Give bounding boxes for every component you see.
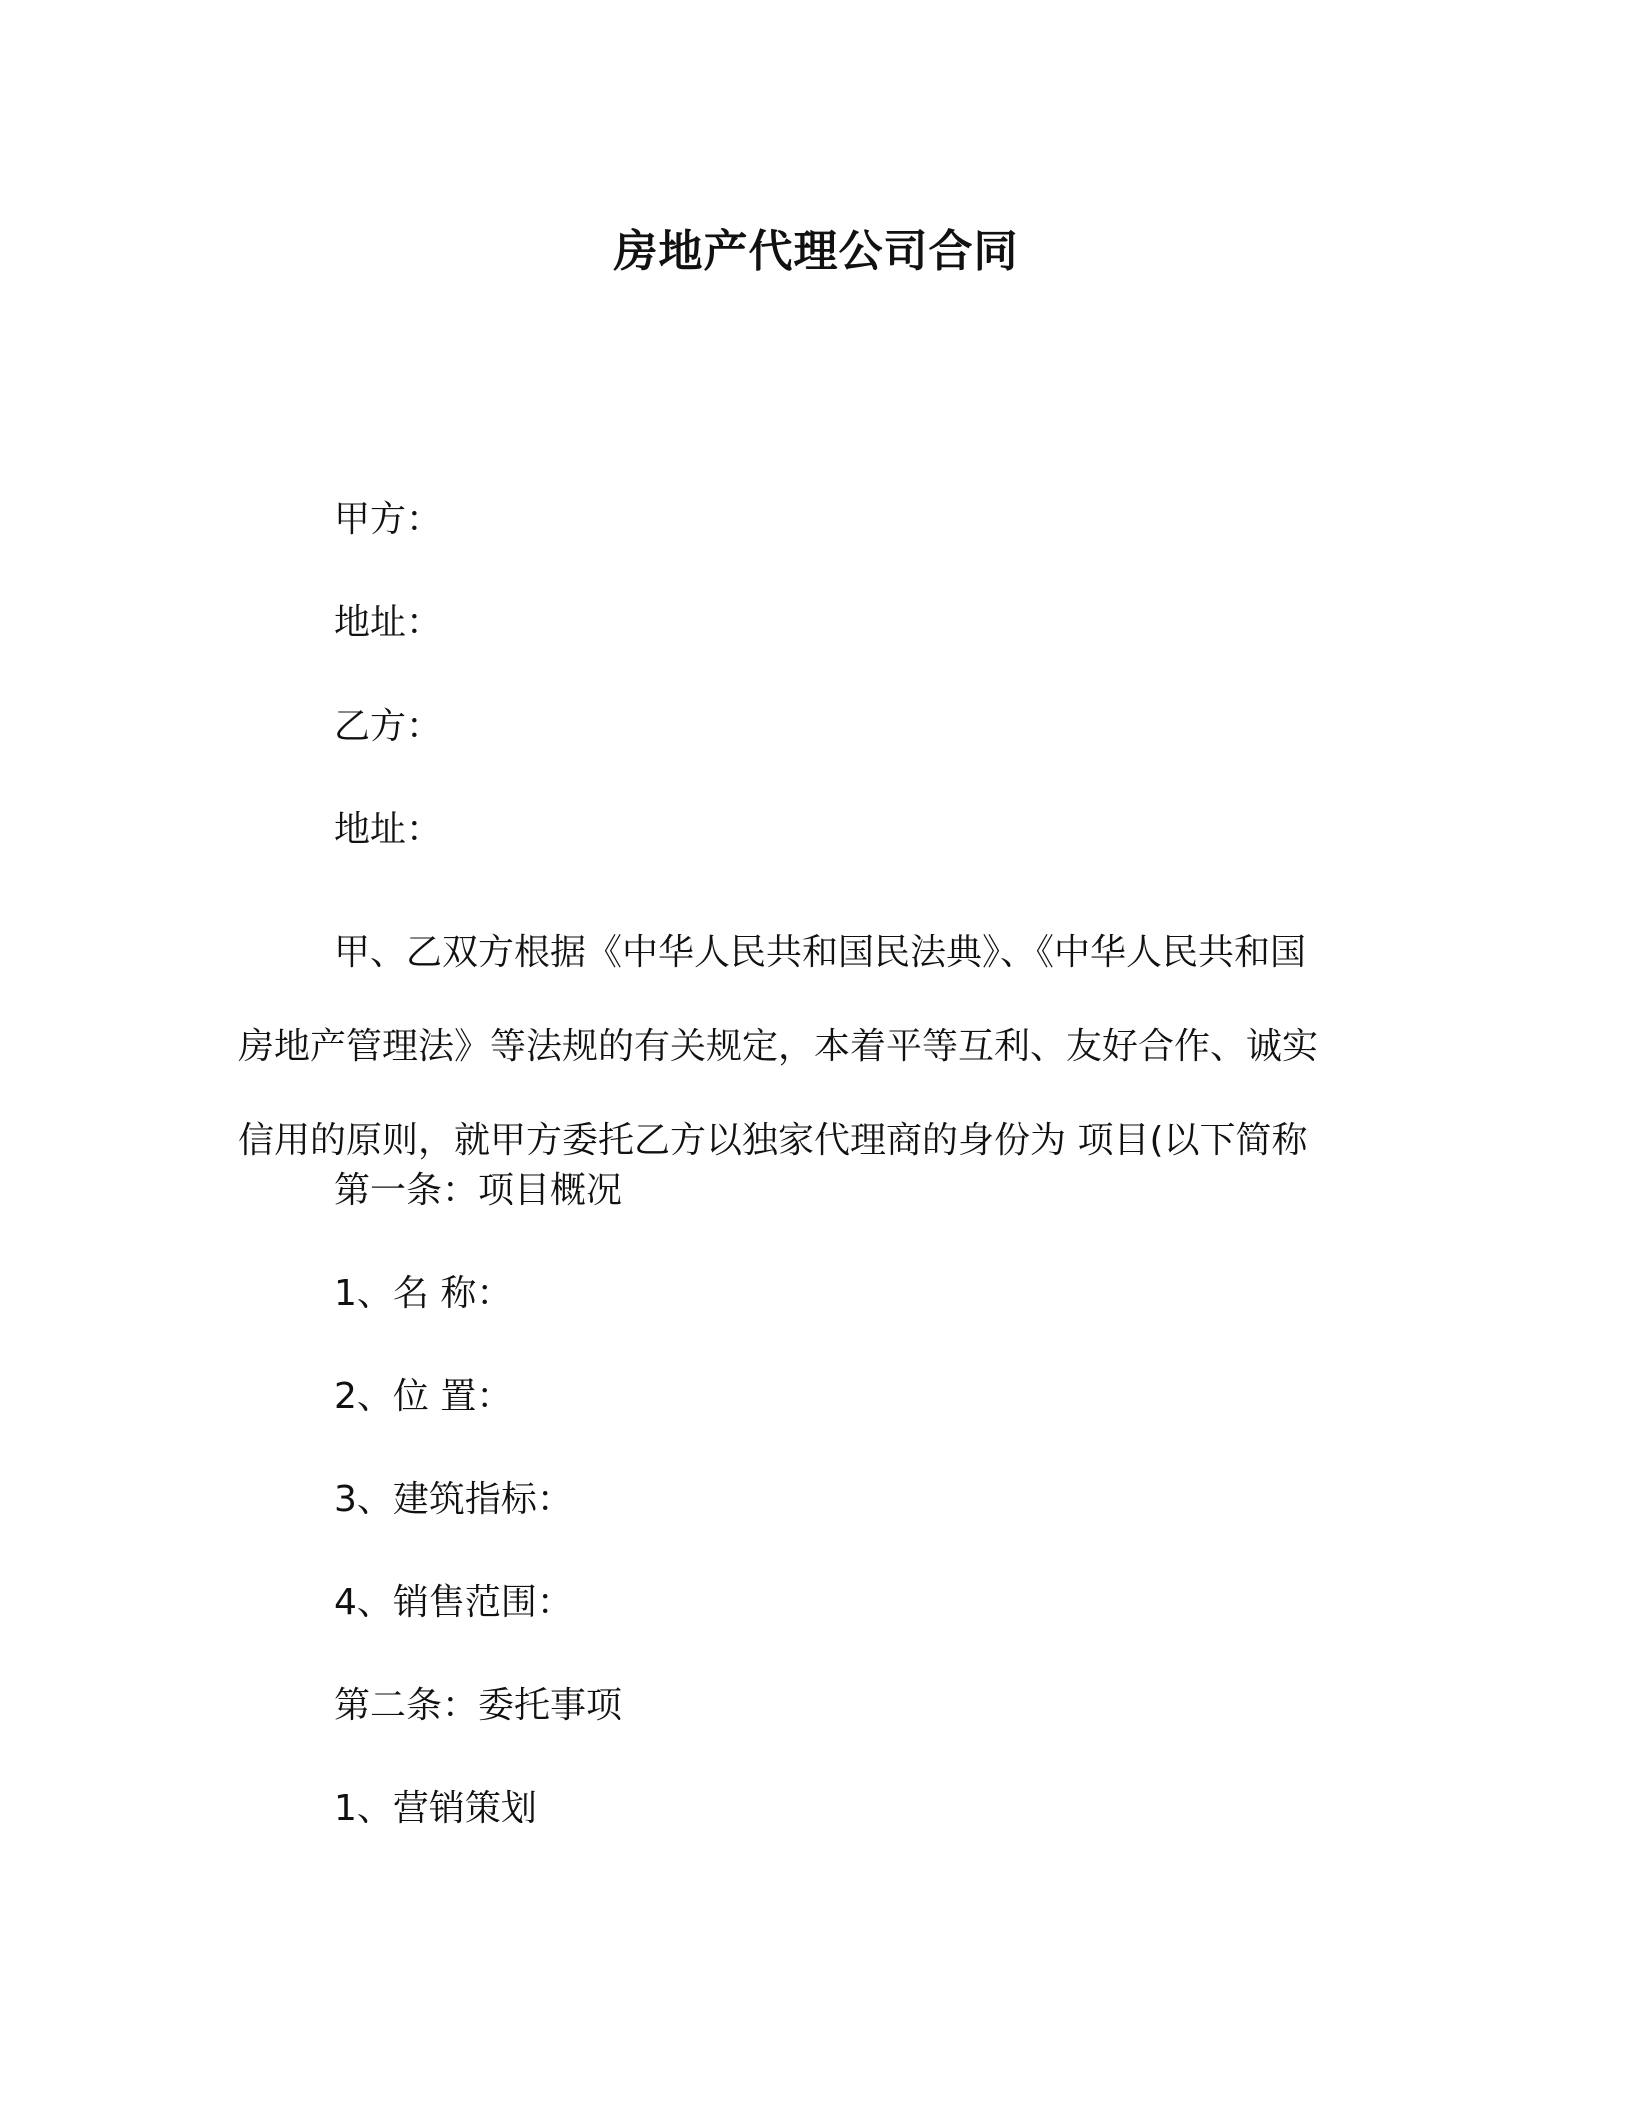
article-1-item: 2、位 置： <box>334 1376 513 1417</box>
party-a-address-label: 地址： <box>334 602 443 643</box>
preamble-line: 房地产管理法》等法规的有关规定，本着平等互利、友好合作、诚实 <box>238 1026 1319 1067</box>
preamble-line: 甲、乙双方根据《中华人民共和国民法典》、《中华人民共和国 <box>334 932 1307 973</box>
party-a-label: 甲方： <box>334 499 443 540</box>
article-2-heading: 第二条：委托事项 <box>334 1685 623 1726</box>
article-1-heading: 第一条：项目概况 <box>334 1170 623 1211</box>
article-2-item: 1、营销策划 <box>334 1788 537 1829</box>
article-1-item: 4、销售范围： <box>334 1582 573 1623</box>
article-1-item: 1、名 称： <box>334 1273 513 1314</box>
document-title: 房地产代理公司合同 <box>613 226 1019 277</box>
preamble-paragraph <box>238 906 1388 1188</box>
party-b-label: 乙方： <box>334 706 443 747</box>
preamble-line: 信用的原则，就甲方委托乙方以独家代理商的身份为 项目(以下简称 <box>238 1120 1308 1161</box>
party-b-address-label: 地址： <box>334 809 443 850</box>
article-1-item: 3、建筑指标： <box>334 1479 573 1520</box>
